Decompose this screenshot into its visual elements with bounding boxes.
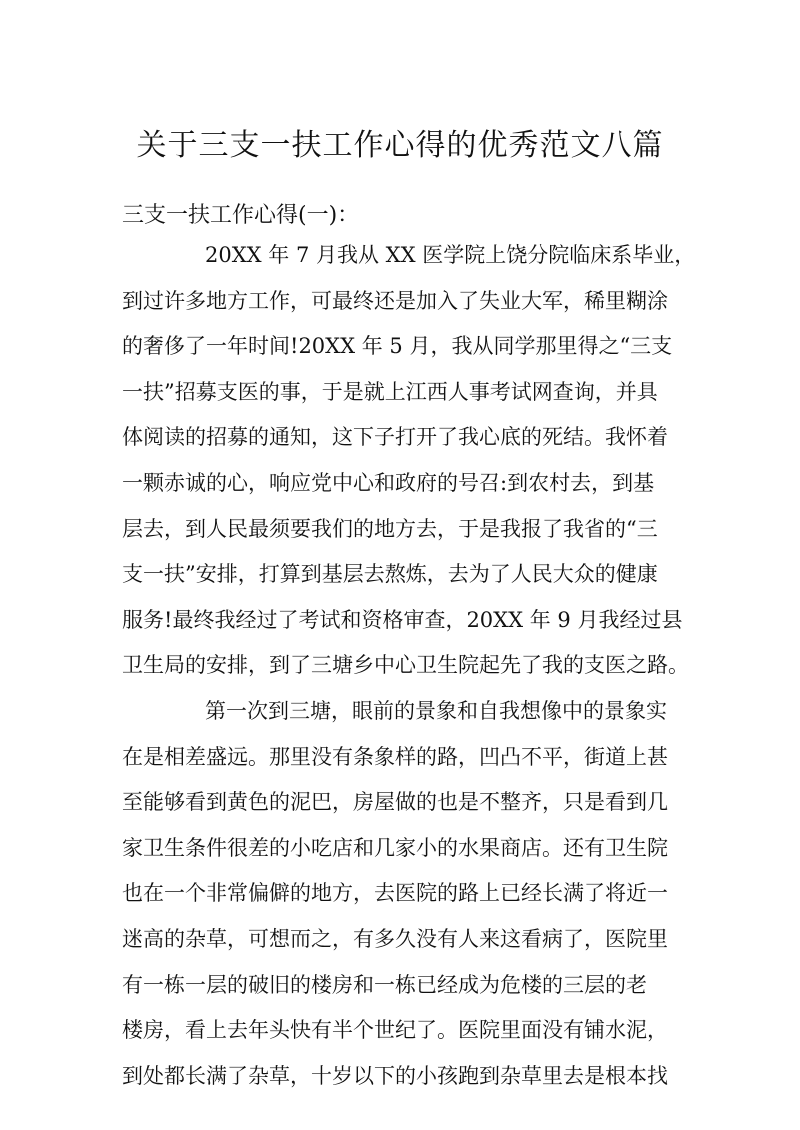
text-line: 层去，到人民最须要我们的地方去，于是我报了我省的“三 xyxy=(122,516,658,541)
text-line: 家卫生条件很差的小吃店和几家小的水果商店。还有卫生院 xyxy=(122,835,668,860)
text-line: 到处都长满了杂草，十岁以下的小孩跑到杂草里去是根本找 xyxy=(122,1063,668,1088)
text-line: 支一扶”安排，打算到基层去熬炼，去为了人民大众的健康 xyxy=(122,562,658,587)
body-text xyxy=(122,233,696,1099)
text-line: 一颗赤诚的心，响应党中心和政府的号召:到农村去，到基 xyxy=(122,470,655,495)
text-line: 服务!最终我经过了考试和资格审查，20XX 年 9 月我经过县 xyxy=(122,607,683,632)
text-line: 卫生局的安排，到了三塘乡中心卫生院起先了我的支医之路。 xyxy=(122,653,689,678)
text-line: 一扶”招募支医的事，于是就上江西人事考试网查询，并具 xyxy=(122,379,658,404)
document-title: 关于三支一扶工作心得的优秀范文八篇 xyxy=(136,128,664,163)
text-line: 体阅读的招募的通知，这下子打开了我心底的死结。我怀着 xyxy=(122,425,668,450)
text-line: 也在一个非常偏僻的地方，去医院的路上已经长满了将近一 xyxy=(122,881,668,906)
text-line: 楼房，看上去年头快有半个世纪了。医院里面没有铺水泥， xyxy=(122,1018,668,1043)
text-line: 的奢侈了一年时间!20XX 年 5 月，我从同学那里得之“三支 xyxy=(122,334,673,359)
text-line: 在是相差盛远。那里没有条象样的路，凹凸不平，街道上甚 xyxy=(122,744,668,769)
section-heading: 三支一扶工作心得(一)： xyxy=(122,203,360,228)
text-line: 至能够看到黄色的泥巴，房屋做的也是不整齐，只是看到几 xyxy=(122,790,668,815)
text-line: 迷高的杂草，可想而之，有多久没有人来这看病了，医院里 xyxy=(122,926,668,951)
text-line: 20XX 年 7 月我从 XX 医学院上饶分院临床系毕业， xyxy=(205,243,696,267)
text-line: 到过许多地方工作，可最终还是加入了失业大军，稀里糊涂 xyxy=(122,288,668,313)
text-line: 第一次到三塘，眼前的景象和自我想像中的景象实 xyxy=(205,698,667,723)
text-line: 有一栋一层的破旧的楼房和一栋已经成为危楼的三层的老 xyxy=(122,972,647,997)
